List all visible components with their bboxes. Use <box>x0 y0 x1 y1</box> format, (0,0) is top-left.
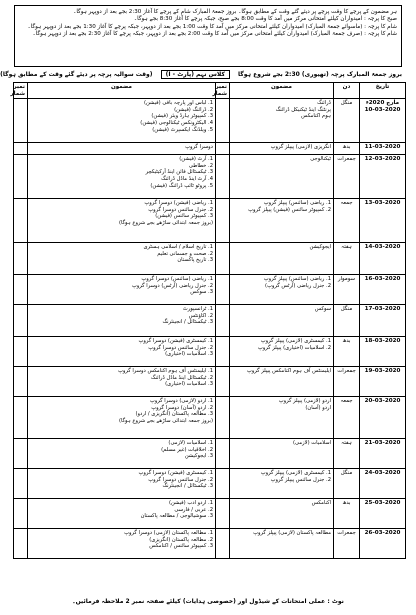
row-morning-num <box>216 275 230 305</box>
row-day <box>334 499 360 529</box>
row-morning-num <box>216 143 230 155</box>
row-evening-subject-line: 2. جنرل سائنس دوسرا گروپ <box>148 476 213 483</box>
table-row <box>14 275 406 305</box>
row-date <box>360 155 406 199</box>
row-date-line: 10-03-2020 <box>364 106 401 113</box>
table-row <box>14 155 406 199</box>
row-evening-subject-line: 2. خطاطی <box>188 162 213 169</box>
row-evening-subject <box>28 439 216 469</box>
row-date-line: 13-03-2020 <box>364 200 401 207</box>
row-evening-subject <box>28 275 216 305</box>
row-evening-subject-line: 1. لباس اور پارچہ بافی (فیشن) <box>144 100 213 107</box>
instructions-box <box>14 5 402 67</box>
row-day-line: جمعرات <box>337 156 356 163</box>
row-day-line: ہفتہ <box>341 244 352 251</box>
row-evening-num <box>14 199 28 243</box>
row-evening-subject-line: 1. کیمسٹری (فیشن) دوسرا گروپ <box>138 338 213 345</box>
row-morning-num <box>216 243 230 275</box>
row-evening-num <box>14 337 28 367</box>
row-day <box>334 367 360 397</box>
row-evening-subject-line: 4. آرٹ اینڈ ماڈل ڈرائنگ <box>161 175 213 182</box>
row-day <box>334 143 360 155</box>
row-evening-subject-line: 1. کیمسٹری (فیشن) دوسرا گروپ <box>138 470 213 477</box>
row-evening-subject <box>28 499 216 529</box>
row-morning-subject-line: مطالعہ پاکستان (لازمی) پیپلز گروپ <box>253 530 331 537</box>
row-evening-subject <box>28 305 216 337</box>
row-morning-subject-line: ایلیمنٹس آف ہوم اکنامکس پیپلز گروپ <box>246 368 331 375</box>
row-date-line: 19-03-2020 <box>364 368 401 375</box>
row-evening-subject-line: 1. مطالعہ پاکستان (لازمی) دوسرا گروپ <box>124 530 213 537</box>
row-evening-subject-line: 2. اردو (آسان) دوسرا گروپ <box>151 404 213 411</box>
row-morning-subject <box>230 469 334 499</box>
row-evening-subject-line: 2. جنرل سائنس دوسرا گروپ <box>148 344 213 351</box>
row-day <box>334 469 360 499</box>
row-evening-subject-line: 2. مطالعہ پاکستان (انگریزی) <box>149 536 213 543</box>
row-date <box>360 99 406 143</box>
row-morning-subject-line: 1. ریاضی (سائنس) پیپلز گروپ <box>263 276 331 283</box>
row-morning-subject <box>230 275 334 305</box>
row-morning-subject <box>230 367 334 397</box>
row-morning-subject-line: 2. جنرل ریاضی (آرٹس گروپ) <box>265 282 331 289</box>
table-row <box>14 367 406 397</box>
row-evening-subject-line: 1. تاریخ اسلام / اسلامی ہسٹری <box>143 244 213 251</box>
table-row <box>14 143 406 155</box>
column-header-day: دن <box>334 83 360 99</box>
row-evening-subject-line: 2. جنرل ریاضی (آرٹس) دوسرا گروپ <box>131 282 213 289</box>
row-date-line: 24-03-2020 <box>364 470 401 477</box>
row-evening-subject-line: 3. کمپیوٹر سائنس / اکنامکس <box>149 543 213 550</box>
row-evening-subject <box>28 367 216 397</box>
row-evening-subject-line: 1. ایلیمنٹس آف ہوم اکنامکس دوسرا گروپ <box>117 368 213 375</box>
row-date <box>360 469 406 499</box>
heading-left: (وقت سوالیہ پرچہ پر دیئے گئے وقت کے مطابق ہوگا) <box>0 71 153 78</box>
row-morning-subject-line: اکنامکس <box>311 500 331 507</box>
row-day <box>334 337 360 367</box>
row-evening-subject-line: 5. ویلڈنگ ایکسپرٹ (فیشن) <box>152 126 213 133</box>
column-header-evening-subject: مضمون <box>28 83 216 99</box>
row-morning-subject <box>230 199 334 243</box>
row-evening-subject-line: 2. ٹیکسٹائل اینڈ ماڈل ڈرائنگ <box>150 374 213 381</box>
row-morning-num <box>216 305 230 337</box>
row-evening-subject <box>28 337 216 367</box>
column-header-morning-subject: مضمون <box>230 83 334 99</box>
row-morning-subject-line: ایجوکیشن <box>309 244 331 251</box>
row-day <box>334 529 360 559</box>
table-row <box>14 99 406 143</box>
row-morning-subject-line: 2. کمپیوٹر سائنس (فیشن) پیپلز گروپ <box>248 206 331 213</box>
table-row <box>14 199 406 243</box>
row-morning-subject-line: ڈرائنگ <box>317 100 331 107</box>
row-morning-subject <box>230 337 334 367</box>
row-date <box>360 199 406 243</box>
row-date-line: 21-03-2020 <box>364 440 401 447</box>
row-day <box>334 397 360 439</box>
row-evening-num <box>14 275 28 305</box>
row-evening-subject-line: 3. ٹیکسٹائل فائن اینڈ آرکیٹیکچر <box>145 169 213 176</box>
row-day-line: سوموار <box>337 276 356 283</box>
row-evening-num <box>14 439 28 469</box>
row-evening-subject-line: 2. جنرل سائنس دوسرا گروپ <box>148 206 213 213</box>
row-evening-subject-line: دوسرا گروپ <box>185 144 213 151</box>
row-morning-num <box>216 99 230 143</box>
row-evening-subject-line: 1. اردو ادب (فیشن) <box>169 500 213 507</box>
row-evening-subject-line: 2. ڈرائنگ (فیشن) <box>174 106 213 113</box>
row-day-line: جمعرات <box>337 530 356 537</box>
row-date <box>360 337 406 367</box>
instruction-line: شام کا پرچہ : (صرف جمعۃ المبارک) امیدواران کیلئے امتحانی مرکز میں آمد کا وقت 2:00 بجے بعد از دوپہر، جبکہ پرچے کا آغاز 2:30 بجے بعد از دوپہر ہوگا۔ <box>32 31 397 38</box>
footer-note: نوٹ : عملی امتحانات کے شیڈول اور (خصوصی ہدایات) کیلئے صفحہ نمبر 2 ملاحظہ فرمائیں۔ <box>72 598 344 605</box>
row-evening-subject <box>28 529 216 559</box>
row-date <box>360 243 406 275</box>
row-morning-subject <box>230 397 334 439</box>
row-evening-subject-line: 3. اسلامیات (اختیاری) <box>165 381 213 388</box>
row-date-line: 18-03-2020 <box>364 338 401 345</box>
row-date-line: 12-03-2020 <box>364 156 401 163</box>
row-morning-subject-line: 1. کیمسٹری (لازمی) پیپلز گروپ <box>260 470 331 477</box>
row-evening-num <box>14 305 28 337</box>
row-morning-subject-line: 1. کیمسٹری (لازمی) پیپلز گروپ <box>260 338 331 345</box>
row-morning-subject <box>230 155 334 199</box>
row-date-line: 16-03-2020 <box>364 276 401 283</box>
row-evening-subject-line: 2. اکاؤنٹس <box>188 312 213 319</box>
row-morning-subject <box>230 439 334 469</box>
row-morning-subject-line: پرنٹنگ اینڈ ٹیکنیکل ڈرائنگ <box>275 106 331 113</box>
row-evening-subject-line: 3. مطالعہ پاکستان (انگریزی / اردو) <box>135 411 213 418</box>
instruction-line: ہر مضمون کے پرچے کا وقت پرچے پر دیئے گئے وقت کے مطابق ہوگا۔ بروز جمعۃ المبارک شام کے پرچے کا آغاز 2:30 بجے بعد از دوپہر ہوگا۔ <box>73 9 397 15</box>
row-morning-num <box>216 529 230 559</box>
row-evening-subject-line: 2. عربی / فارسی <box>174 506 213 513</box>
row-morning-num <box>216 499 230 529</box>
row-evening-subject-line: 3. تاریخ پاکستان <box>177 257 213 264</box>
instruction-line: صبح کا پرچہ : امیدواران کیلئے امتحانی مرکز میں آمد کا وقت 8:00 بجے صبح، جبکہ پرچے کا آغاز 8:30 بجے ہوگا۔ <box>133 16 397 23</box>
row-day-line: جمعرات <box>337 368 356 375</box>
row-date <box>360 275 406 305</box>
row-morning-num <box>216 439 230 469</box>
row-evening-subject-line: 1. ریاضی (سائنس) دوسرا گروپ <box>141 276 213 283</box>
row-day <box>334 275 360 305</box>
row-evening-subject <box>28 199 216 243</box>
row-date-line: 17-03-2020 <box>364 306 401 313</box>
row-evening-subject <box>28 469 216 499</box>
row-evening-subject-line: 1. اسلامیات (لازمی) <box>168 440 213 447</box>
table-row <box>14 499 406 529</box>
row-date <box>360 439 406 469</box>
row-morning-subject-line: اردو (آسان) <box>305 404 331 411</box>
row-morning-subject-line: انگریزی (لازمی) پیپلز گروپ <box>270 144 331 151</box>
row-evening-subject-line: 2. صحت و جسمانی تعلیم <box>157 250 213 257</box>
row-evening-subject <box>28 143 216 155</box>
row-evening-subject-line: 3. اسلامیات (اختیاری) <box>165 351 213 358</box>
column-header-evening-num: نمبر شمار <box>14 83 28 99</box>
row-morning-subject-line: سوکس <box>314 306 331 313</box>
row-date-line: 26-03-2020 <box>364 530 401 537</box>
exam-schedule-table <box>10 82 406 559</box>
row-day <box>334 155 360 199</box>
row-morning-subject-line: 2. اسلامیات (اختیاری) پیپلز گروپ <box>257 344 331 351</box>
row-evening-subject-line: 1. اردو (لازمی) دوسرا گروپ <box>149 398 213 405</box>
row-evening-num <box>14 99 28 143</box>
row-day-line: بدھ <box>342 144 351 151</box>
row-date-line: مارچ 2020ء <box>365 100 400 107</box>
table-row <box>14 305 406 337</box>
table-row <box>14 439 406 469</box>
row-morning-num <box>216 199 230 243</box>
row-date-line: 25-03-2020 <box>364 500 401 507</box>
row-morning-subject <box>230 499 334 529</box>
row-morning-subject-line: اسلامیات (لازمی) <box>293 440 331 447</box>
row-evening-num <box>14 155 28 199</box>
row-morning-num <box>216 155 230 199</box>
row-day <box>334 199 360 243</box>
row-morning-subject <box>230 99 334 143</box>
row-evening-subject-line: (بروز جمعہ ابتدائی ساڑھے بجے شروع ہوگا) <box>118 219 213 226</box>
row-morning-subject <box>230 305 334 337</box>
table-row <box>14 529 406 559</box>
table-row <box>14 397 406 439</box>
row-day-line: ہفتہ <box>341 440 352 447</box>
row-morning-subject-line: اردو (لازمی) پیپلز گروپ <box>278 398 331 405</box>
row-date-line: 14-03-2020 <box>364 244 401 251</box>
table-row <box>14 337 406 367</box>
instruction-line: شام کا پرچہ : (ماسوائے جمعۃ المبارک) امیدواران کیلئے امتحانی مرکز میں آمد کا وقت 1:00 بجے بعد از دوپہر، جبکہ پرچے کا آغاز 1:30 بجے بعد از دوپہر ہوگا۔ <box>27 23 397 30</box>
row-evening-subject-line: 4. الیکٹرونکس ٹیکنالوجی (فیشن) <box>140 119 213 126</box>
row-evening-num <box>14 529 28 559</box>
row-date <box>360 305 406 337</box>
row-morning-subject-line: ٹیکنالوجی <box>310 156 331 163</box>
class-label: کلاس نہم (پارٹ - I) <box>161 70 230 79</box>
row-evening-subject-line: 3. کمپیوٹر ہارڈ ویئر (فیشن) <box>151 113 213 120</box>
row-day-line: جمعہ <box>340 398 353 405</box>
row-date-line: 11-03-2020 <box>364 144 401 151</box>
row-morning-subject-line: ہوم اکنامکس <box>301 113 331 120</box>
row-evening-subject <box>28 99 216 143</box>
row-morning-num <box>216 337 230 367</box>
row-morning-num <box>216 367 230 397</box>
row-evening-subject-line: 1. آرٹ (فیشن) <box>179 156 213 163</box>
table-header-row <box>14 83 406 99</box>
heading-right: بروز جمعۃ المبارک پرچہ (تھیوری) 2:30 بجے شروع ہوگا <box>238 71 402 78</box>
row-evening-num <box>14 499 28 529</box>
row-evening-subject-line: 3. ٹیکسٹائل / انجینئرنگ <box>162 483 213 490</box>
table-row <box>14 469 406 499</box>
row-evening-num <box>14 469 28 499</box>
row-evening-subject-line: 3. سوکس <box>190 289 213 296</box>
row-day-line: بدھ <box>342 500 351 507</box>
row-day <box>334 305 360 337</box>
row-morning-subject <box>230 243 334 275</box>
row-morning-subject-line: 1. ریاضی (سائنس) پیپلز گروپ <box>263 200 331 207</box>
row-evening-subject-line: 2. اخلاقیات (غیر مسلم) <box>161 446 213 453</box>
row-morning-subject <box>230 529 334 559</box>
row-evening-num <box>14 397 28 439</box>
row-day-line: بدھ <box>342 338 351 345</box>
row-evening-subject <box>28 155 216 199</box>
row-day-line: منگل <box>340 470 353 477</box>
row-evening-subject-line: 3. سوشیالوجی / مطالعہ پاکستان <box>140 513 213 520</box>
row-day <box>334 99 360 143</box>
row-morning-num <box>216 397 230 439</box>
row-date <box>360 529 406 559</box>
row-day-line: جمعہ <box>340 200 353 207</box>
schedule-heading <box>0 70 402 80</box>
row-evening-num <box>14 143 28 155</box>
row-date <box>360 499 406 529</box>
column-header-morning-num: نمبر شمار <box>216 83 230 99</box>
row-date <box>360 367 406 397</box>
row-evening-subject-line: 1. ریاضی (فیشن) دوسرا گروپ <box>144 200 213 207</box>
row-evening-subject-line: 5. پروٹو ٹائپ ڈرائنگ (فیشن) <box>150 182 213 189</box>
row-evening-subject-line: 3. ایجوکیشن <box>184 453 213 460</box>
row-day <box>334 439 360 469</box>
row-morning-num <box>216 469 230 499</box>
row-evening-num <box>14 243 28 275</box>
row-evening-subject <box>28 243 216 275</box>
row-evening-subject-line: (بروز جمعہ ابتدائی ساڑھے بجے شروع ہوگا) <box>118 417 213 424</box>
row-evening-subject-line: 3. کمپیوٹر سائنس (فیشن) <box>155 213 213 220</box>
row-evening-subject-line: 1. ٹرانسپورٹ <box>182 306 213 313</box>
row-morning-subject-line: 2. جنرل سائنس پیپلز گروپ <box>270 476 331 483</box>
row-day-line: منگل <box>340 306 353 313</box>
row-morning-subject <box>230 143 334 155</box>
row-day <box>334 243 360 275</box>
row-evening-subject-line: 3. ٹیکسٹائل / انجینئرنگ <box>162 319 213 326</box>
row-day-line: منگل <box>340 100 353 107</box>
column-header-date: تاریخ <box>360 83 406 99</box>
table-row <box>14 243 406 275</box>
row-date-line: 20-03-2020 <box>364 398 401 405</box>
row-date <box>360 397 406 439</box>
row-evening-subject <box>28 397 216 439</box>
row-evening-num <box>14 367 28 397</box>
row-date <box>360 143 406 155</box>
